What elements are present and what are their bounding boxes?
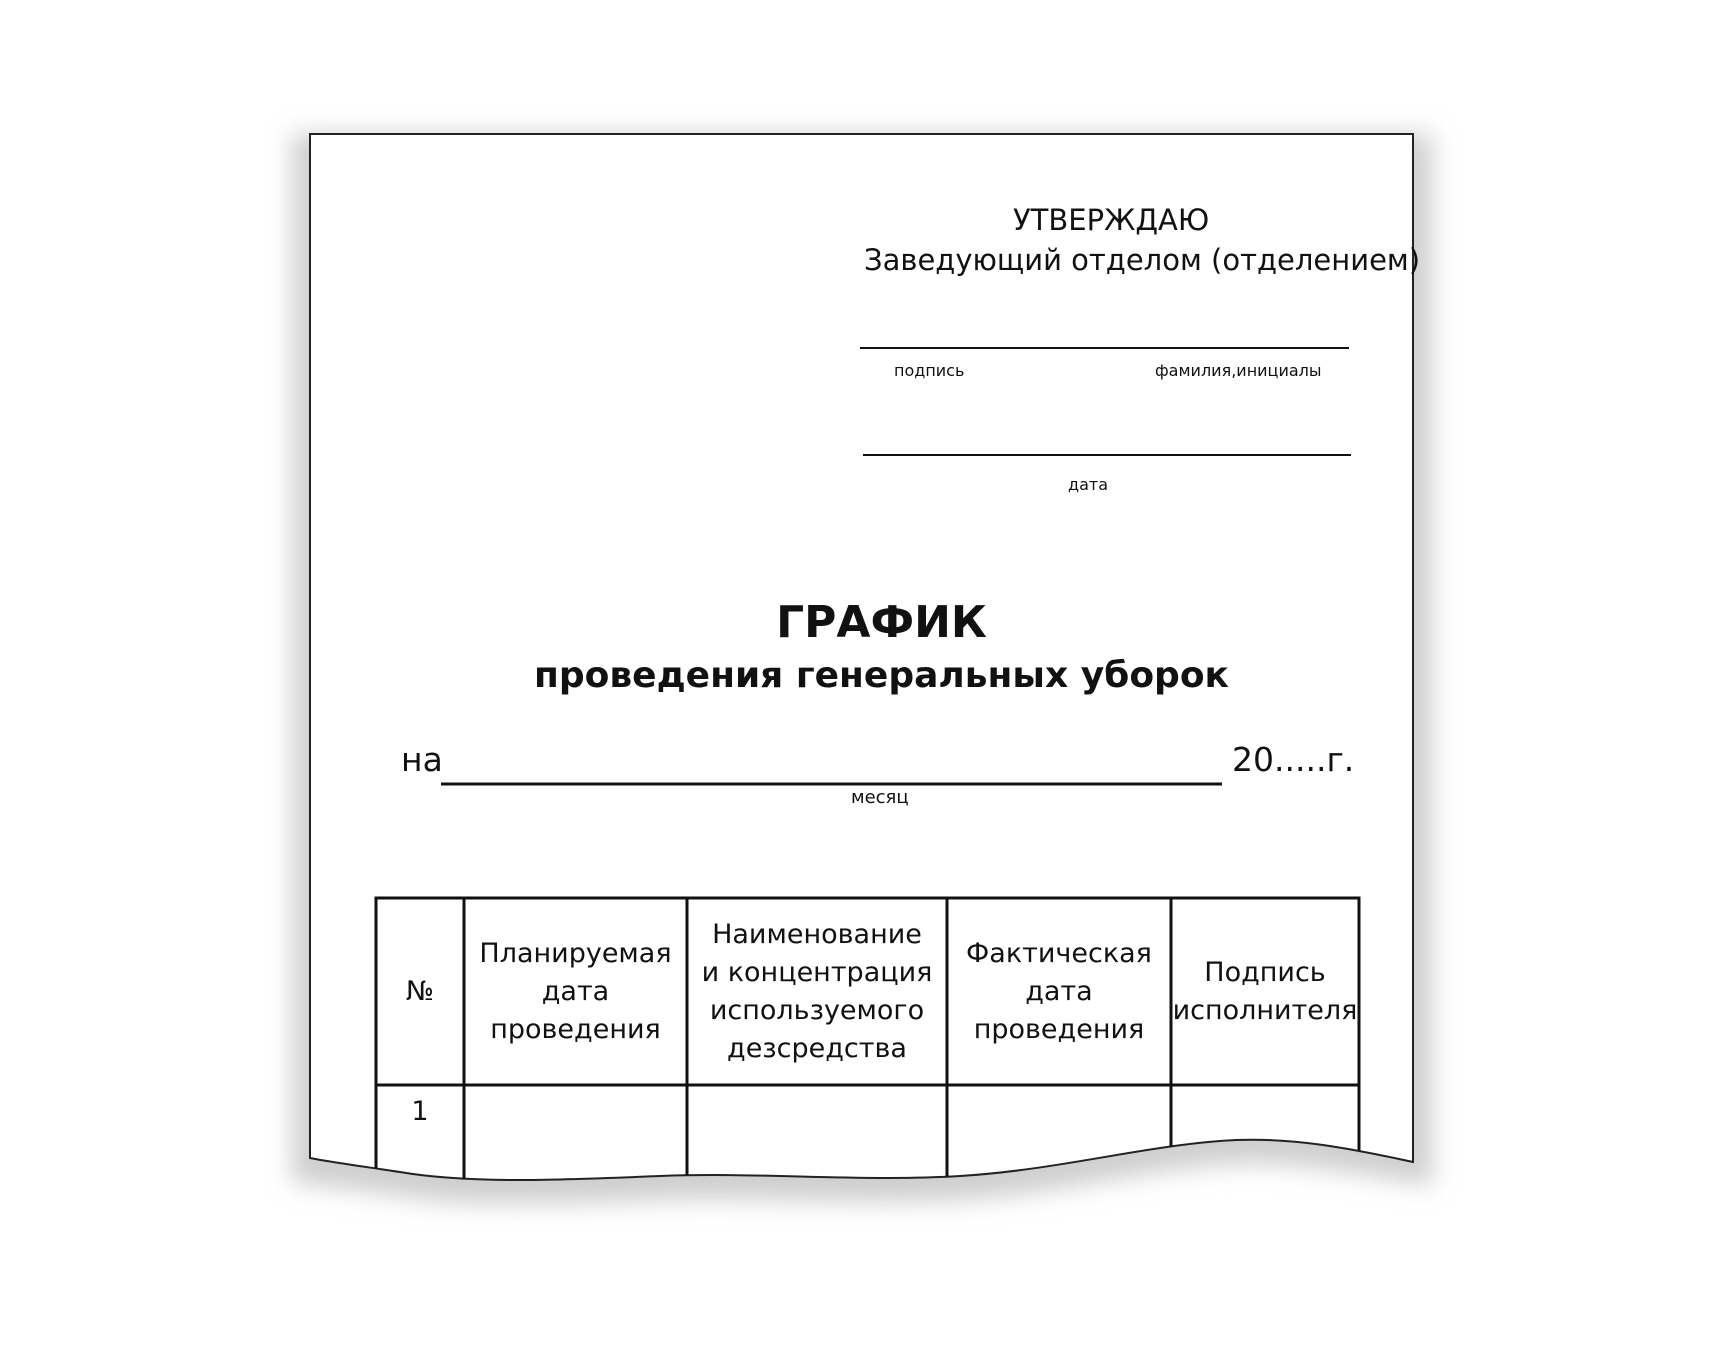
header-disinfectant: Наименование и концентрация используемого дезсредства bbox=[701, 918, 933, 1064]
name-caption: фамилия,инициалы bbox=[1155, 361, 1322, 380]
period-prefix: на bbox=[401, 740, 443, 779]
header-planned-date: Планируемая дата проведения bbox=[479, 937, 672, 1045]
signature-caption: подпись bbox=[894, 361, 965, 380]
header-actual-date: Фактическая дата проведения bbox=[966, 937, 1152, 1045]
approval-title: УТВЕРЖДАЮ bbox=[1013, 203, 1210, 237]
header-number: № bbox=[405, 975, 435, 1007]
document-title: ГРАФИК bbox=[776, 597, 987, 648]
period-year: 20.....г. bbox=[1232, 740, 1355, 779]
document-subtitle: проведения генеральных уборок bbox=[534, 655, 1229, 696]
date-caption: дата bbox=[1068, 475, 1108, 494]
approval-role: Заведующий отделом (отделением) bbox=[864, 243, 1421, 277]
header-executor-signature: Подпись исполнителя bbox=[1172, 956, 1358, 1026]
month-caption: месяц bbox=[851, 787, 909, 808]
table-row-number: 1 bbox=[411, 1096, 429, 1127]
